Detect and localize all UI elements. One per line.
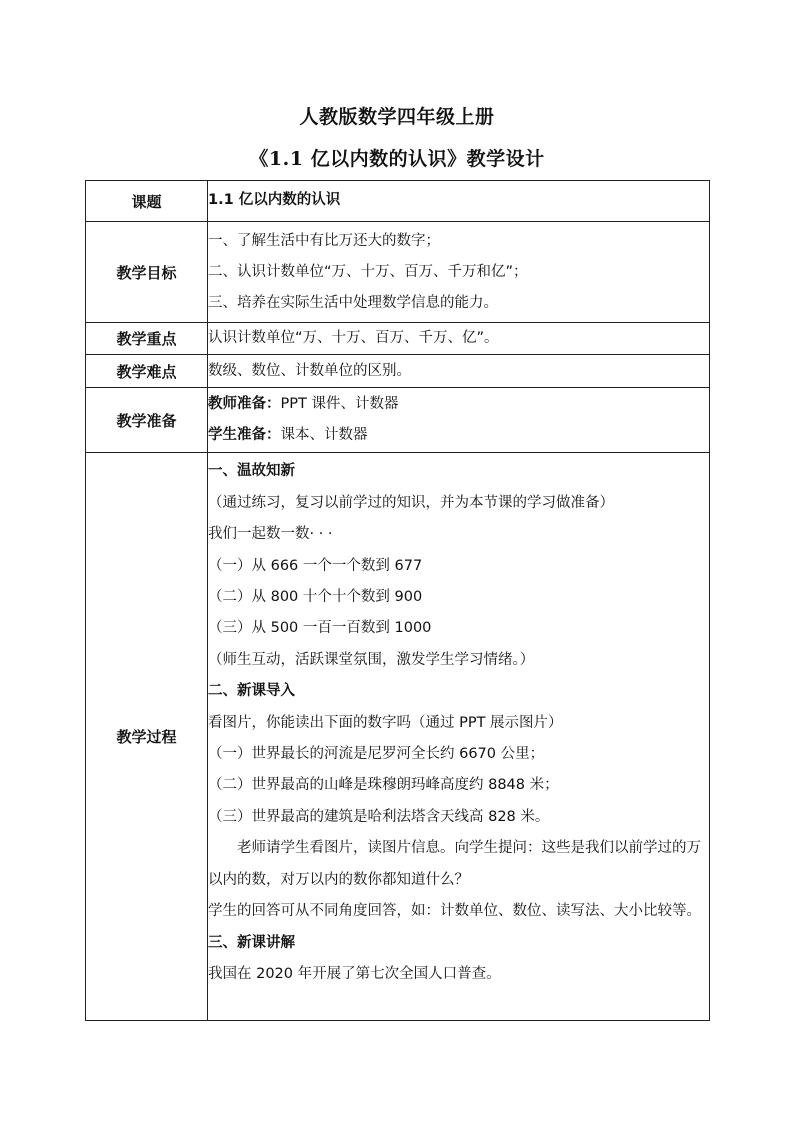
topic-value [208,181,710,222]
process-line: （二）从 800 十个十个数到 900 [208,589,423,606]
difficulty-text: 数级、数位、计数单位的区别。 [208,362,411,379]
goals-content [208,222,710,323]
goal-item: 二、认识计数单位“万、十万、百万、千万和亿”； [208,263,528,280]
section-heading: 三、新课讲解 [208,934,295,951]
process-line: （一）世界最长的河流是尼罗河全长约 6670 公里； [208,746,545,763]
table-row-goals [86,222,710,323]
process-content [208,453,710,1021]
teacher-preparation [208,389,709,420]
key-point-content [208,323,710,355]
process-line: （通过练习，复习以前学过的知识，并为本节课的学习做准备） [208,494,614,511]
lesson-plan-table [85,180,710,1021]
process-line: （三）从 500 一百一百数到 1000 [208,620,432,637]
document-subtitle: 《1.1 亿以内数的认识》教学设计 [249,148,545,170]
table-row-topic [86,181,710,222]
student-preparation-value: 课本、计数器 [280,427,368,444]
section-heading: 一、温故知新 [208,463,295,480]
process-line: （师生互动，活跃课堂氛围，激发学生学习情绪。） [208,651,535,668]
goal-item: 一、了解生活中有比万还大的数字； [208,232,440,249]
section-heading: 二、新课导入 [208,683,295,700]
teacher-preparation-value: PPT 课件、计数器 [280,396,399,413]
process-line: 看图片，你能读出下面的数字吗（通过 PPT 展示图片） [208,714,563,731]
document-title: 人教版数学四年级上册 [299,106,495,128]
topic-text: 1.1 亿以内数的认识 [208,192,341,209]
process-paragraph: 老师请学生看图片，读图片信息。向学生提问：这些是我们以前学过的万以内的数，对万以内的数你都知道什么？ [208,840,701,888]
preparation-content [208,388,710,453]
student-preparation [208,420,709,451]
table-row-key-point [86,323,710,355]
table-row-preparation [86,388,710,453]
student-preparation-label: 学生准备： [208,427,281,444]
process-line: 我国在 2020 年开展了第七次全国人口普查。 [208,965,501,982]
topic-label: 课题 [86,181,208,222]
goal-item: 三、培养在实际生活中处理数学信息的能力。 [208,294,498,311]
table-row-process [86,453,710,1021]
teacher-preparation-label: 教师准备： [208,396,281,413]
goals-label: 教学目标 [86,222,208,323]
process-label: 教学过程 [86,453,208,1021]
process-line: （一）从 666 一个一个数到 677 [208,557,423,574]
process-paragraph: 学生的回答可从不同角度回答，如：计数单位、数位、读写法、大小比较等。 [208,903,701,920]
process-line: （二）世界最高的山峰是珠穆朗玛峰高度约 8848 米； [208,777,559,794]
key-point-text: 认识计数单位“万、十万、百万、千万、亿”。 [208,330,499,346]
difficulty-label: 教学难点 [86,355,208,388]
table-row-difficulty [86,355,710,388]
key-point-label: 教学重点 [86,323,208,355]
difficulty-content [208,355,710,388]
process-line: 我们一起数一数· · · [208,526,333,543]
preparation-label: 教学准备 [86,388,208,453]
process-line: （三）世界最高的建筑是哈利法塔含天线高 828 米。 [208,808,550,825]
